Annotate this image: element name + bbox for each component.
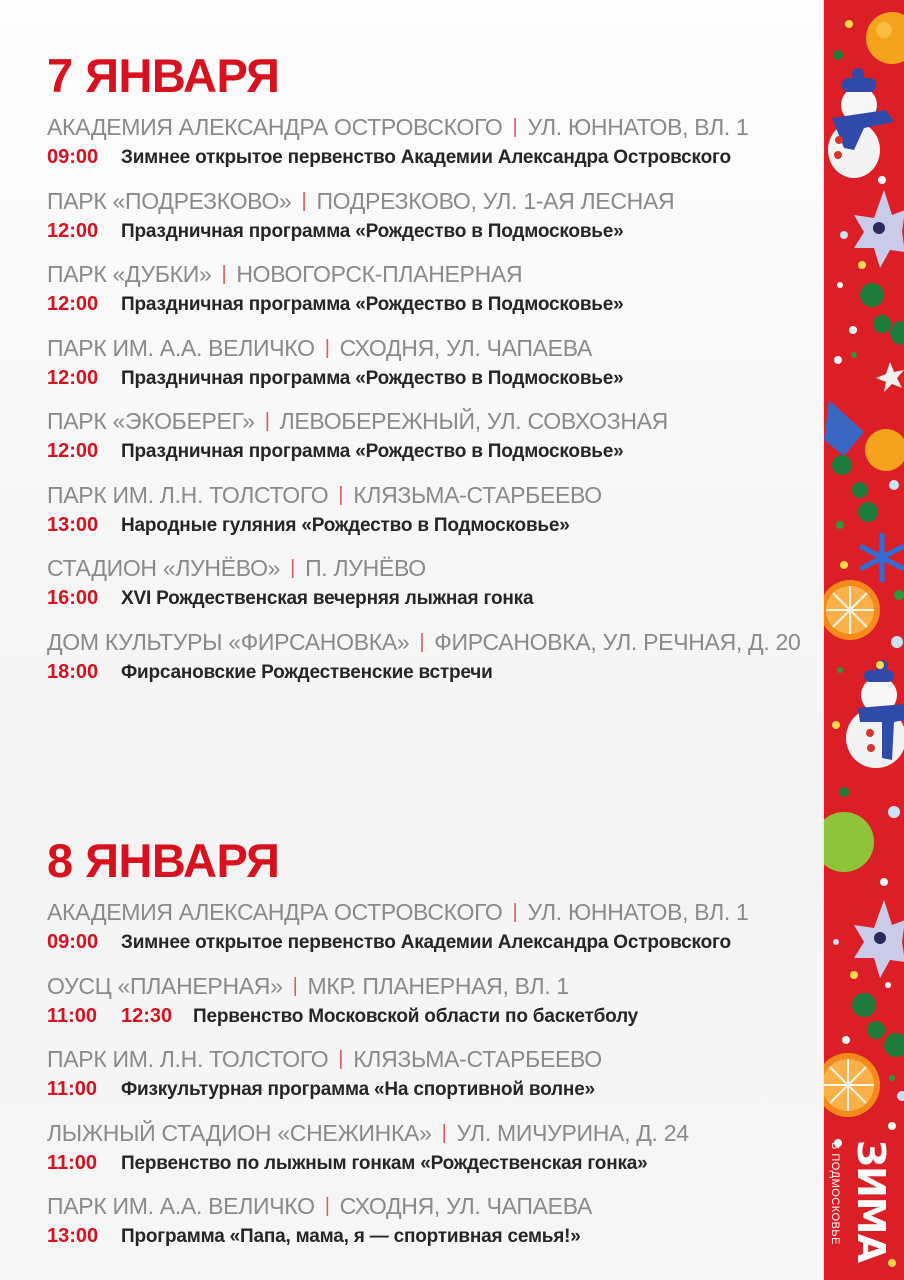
venue-line: [47, 480, 801, 510]
separator: |: [324, 336, 330, 359]
venue-line: [47, 259, 801, 289]
event-row: [47, 583, 801, 613]
event-time: 09:00: [47, 931, 99, 953]
venue-name: АКАДЕМИЯ АЛЕКСАНДРА ОСТРОВСКОГО: [47, 114, 503, 140]
day-section-jan-7: [47, 48, 801, 700]
brand-logo-sub: В ПОДМОСКОВЬЕ: [829, 1142, 841, 1245]
venue-address: СХОДНЯ, УЛ. ЧАПАЕВА: [339, 334, 593, 361]
event-time: 09:00: [47, 146, 99, 168]
venue-address: П. ЛУНЁВО: [305, 555, 426, 581]
snowman-icon: [828, 68, 894, 178]
separator: |: [419, 630, 425, 653]
event-item: [47, 1191, 749, 1265]
venue-name: СТАДИОН «ЛУНЁВО»: [47, 555, 281, 581]
event-title: Зимнее открытое первенство Академии Александра Островского: [121, 147, 731, 168]
venue-address: ФИРСАНОВКА, УЛ. РЕЧНАЯ, Д. 20: [434, 628, 801, 655]
separator: |: [324, 1195, 330, 1217]
event-item: [47, 553, 801, 627]
event-item: [47, 259, 801, 333]
event-item: [47, 333, 801, 407]
venue-address: УЛ. ЮННАТОВ, ВЛ. 1: [527, 899, 749, 925]
venue-address: КЛЯЗЬМА-СТАРБЕЕВО: [353, 481, 602, 508]
separator: |: [338, 483, 344, 506]
venue-line: [47, 627, 801, 657]
event-row: [47, 1074, 749, 1104]
event-item: [47, 406, 801, 480]
venue-line: [47, 333, 801, 363]
event-row: [47, 289, 801, 319]
venue-name: ПАРК «ЭКОБЕРЕГ»: [47, 408, 255, 434]
separator: |: [512, 116, 518, 138]
event-title: Зимнее открытое первенство Академии Александра Островского: [121, 932, 731, 953]
venue-name: ОУСЦ «ПЛАНЕРНАЯ»: [47, 972, 283, 999]
event-row: [47, 927, 749, 957]
event-time: 12:00: [47, 366, 99, 389]
venue-address: СХОДНЯ, УЛ. ЧАПАЕВА: [339, 1193, 593, 1219]
brand-logo: [824, 1140, 904, 1263]
venue-address: ЛЕВОБЕРЕЖНЫЙ, УЛ. СОВХОЗНАЯ: [279, 408, 668, 434]
event-time: 13:00: [47, 1225, 99, 1247]
venue-line: [47, 186, 801, 216]
separator: |: [301, 189, 307, 212]
event-row: [47, 1221, 749, 1251]
separator: |: [441, 1121, 447, 1144]
event-time: 11:00: [47, 1078, 98, 1100]
venue-name: ПАРК ИМ. А.А. ВЕЛИЧКО: [47, 1193, 315, 1219]
venue-line: [47, 1044, 749, 1074]
event-item: [47, 1044, 749, 1118]
event-item: [47, 112, 801, 186]
event-time: 16:00: [47, 587, 99, 609]
venue-address: УЛ. МИЧУРИНА, Д. 24: [456, 1119, 689, 1146]
event-title: Программа «Папа, мама, я — спортивная семья!»: [121, 1226, 581, 1247]
festive-ornaments-illustration: [824, 0, 904, 1280]
event-item: [47, 897, 749, 971]
venue-line: [47, 897, 749, 927]
event-title: Первенство по лыжным гонкам «Рождественская гонка»: [121, 1152, 648, 1174]
event-title: XVI Рождественская вечерняя лыжная гонка: [121, 588, 534, 609]
separator: |: [338, 1048, 344, 1070]
day-section-jan-8: [47, 833, 749, 1265]
event-row: [47, 142, 801, 172]
venue-name: ПАРК «ПОДРЕЗКОВО»: [47, 187, 292, 214]
event-title: Праздничная программа «Рождество в Подмосковье»: [121, 294, 624, 315]
day-title: 7 ЯНВАРЯ: [47, 49, 280, 102]
venue-line: [47, 553, 801, 583]
event-item: [47, 971, 749, 1045]
separator: |: [290, 557, 296, 579]
event-time: 12:00: [47, 293, 99, 315]
event-item: [47, 186, 801, 260]
venue-address: КЛЯЗЬМА-СТАРБЕЕВО: [353, 1046, 602, 1072]
event-row: [47, 363, 801, 393]
venue-line: [47, 1191, 749, 1221]
event-item: [47, 1118, 749, 1192]
venue-address: УЛ. ЮННАТОВ, ВЛ. 1: [527, 114, 749, 140]
venue-name: ПАРК ИМ. Л.Н. ТОЛСТОГО: [47, 1046, 329, 1072]
event-item: [47, 627, 801, 701]
venue-line: [47, 971, 749, 1001]
event-title: Праздничная программа «Рождество в Подмосковье»: [121, 367, 624, 389]
event-row: [47, 657, 801, 687]
event-time: 12:00: [47, 440, 99, 462]
venue-name: ПАРК «ДУБКИ»: [47, 261, 212, 287]
brand-logo-main: ЗИМА: [849, 1140, 893, 1263]
venue-address: НОВОГОРСК-ПЛАНЕРНАЯ: [236, 261, 523, 287]
separator: |: [292, 974, 298, 997]
event-title: Праздничная программа «Рождество в Подмосковье»: [121, 441, 624, 462]
separator: |: [264, 410, 270, 432]
snowman-icon: [846, 660, 904, 768]
event-title: Праздничная программа «Рождество в Подмосковье»: [121, 220, 624, 242]
orange-slice-icon: [824, 580, 880, 640]
venue-address: ПОДРЕЗКОВО, УЛ. 1-АЯ ЛЕСНАЯ: [316, 187, 675, 214]
separator: |: [221, 263, 227, 285]
event-time: 11:00: [47, 1004, 98, 1027]
event-row: [47, 1148, 749, 1178]
event-time: 11:00: [47, 1151, 98, 1174]
event-row: [47, 216, 801, 246]
snowflake-icon: [862, 535, 902, 580]
event-title: Первенство Московской области по баскетболу: [193, 1005, 639, 1027]
venue-name: ДОМ КУЛЬТУРЫ «ФИРСАНОВКА»: [47, 628, 410, 655]
event-time: 13:00: [47, 513, 99, 536]
event-title: Фирсановские Рождественские встречи: [121, 661, 493, 683]
venue-address: МКР. ПЛАНЕРНАЯ, ВЛ. 1: [307, 972, 569, 999]
event-time-end: 12:30: [121, 1004, 173, 1027]
event-time: 12:00: [47, 219, 99, 242]
event-title: Физкультурная программа «На спортивной волне»: [121, 1079, 595, 1100]
event-row: [47, 510, 801, 540]
day-title: 8 ЯНВАРЯ: [47, 834, 280, 887]
festive-decoration-strip: [823, 0, 904, 1280]
venue-line: [47, 1118, 749, 1148]
event-title: Народные гуляния «Рождество в Подмосковье»: [121, 514, 570, 536]
event-row: [47, 1001, 749, 1031]
event-row: [47, 436, 801, 466]
venue-line: [47, 112, 801, 142]
venue-name: ЛЫЖНЫЙ СТАДИОН «СНЕЖИНКА»: [47, 1119, 432, 1146]
event-time: 18:00: [47, 660, 99, 683]
venue-name: АКАДЕМИЯ АЛЕКСАНДРА ОСТРОВСКОГО: [47, 899, 503, 925]
venue-name: ПАРК ИМ. А.А. ВЕЛИЧКО: [47, 334, 315, 361]
event-item: [47, 480, 801, 554]
venue-name: ПАРК ИМ. Л.Н. ТОЛСТОГО: [47, 481, 329, 508]
venue-line: [47, 406, 801, 436]
separator: |: [512, 901, 518, 923]
